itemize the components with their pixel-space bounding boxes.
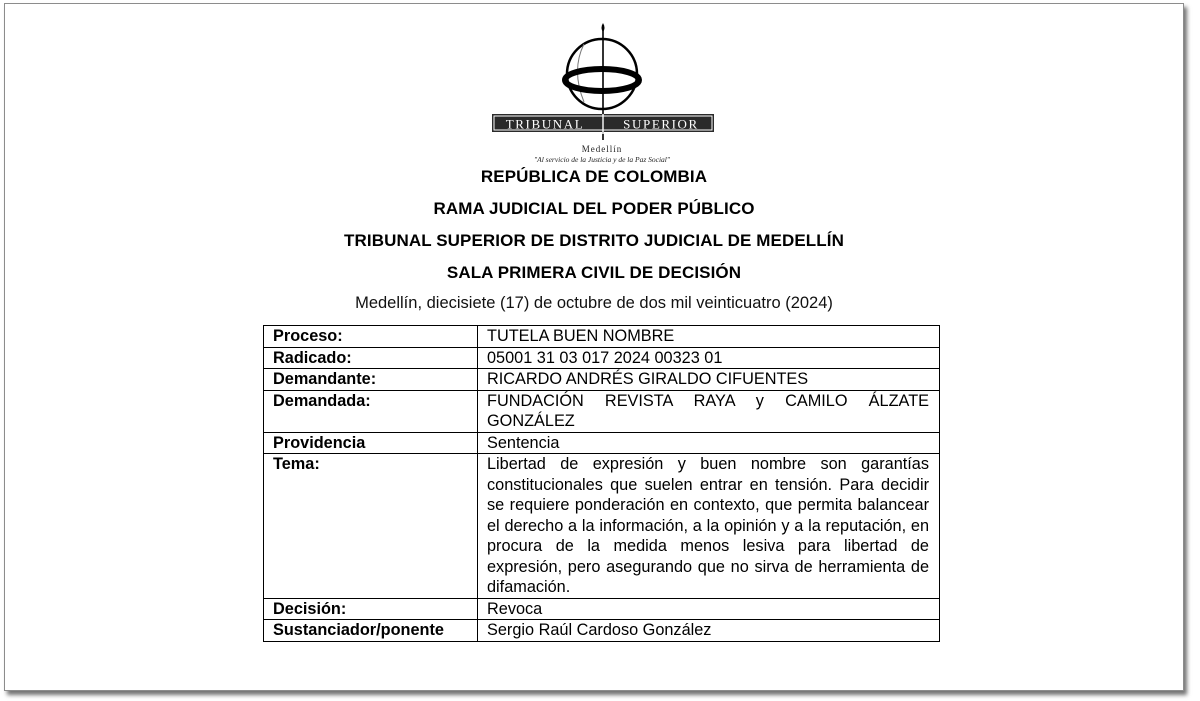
row-value: 05001 31 03 017 2024 00323 01 (478, 347, 940, 369)
tribunal-emblem-icon (485, 20, 725, 170)
row-value: RICARDO ANDRÉS GIRALDO CIFUENTES (478, 369, 940, 391)
table-row (264, 454, 940, 599)
row-label: Tema: (264, 454, 478, 599)
document-page (4, 3, 1184, 691)
logo-word-left: TRIBUNAL (505, 116, 585, 132)
heading-rama-judicial: RAMA JUDICIAL DEL PODER PÚBLICO (433, 199, 755, 218)
row-label: Proceso: (264, 326, 478, 348)
row-label: Providencia (264, 432, 478, 454)
logo-motto: "Al servicio de la Justicia y de la Paz Social" (533, 155, 671, 164)
logo-word-right: SUPERIOR (623, 116, 699, 132)
heading-tribunal: TRIBUNAL SUPERIOR DE DISTRITO JUDICIAL DE MEDELLÍN (344, 231, 844, 250)
table-row (264, 432, 940, 454)
row-label: Demandante: (264, 369, 478, 391)
table-row (264, 598, 940, 620)
row-value: TUTELA BUEN NOMBRE (478, 326, 940, 348)
row-label: Sustanciador/ponente (264, 620, 478, 642)
table-row (264, 390, 940, 432)
row-value: Revoca (478, 598, 940, 620)
row-label: Radicado: (264, 347, 478, 369)
table-row (264, 347, 940, 369)
row-label: Demandada: (264, 390, 478, 432)
case-info-table (263, 325, 940, 642)
logo-city: Medellín (581, 144, 623, 154)
row-value: Sergio Raúl Cardoso González (478, 620, 940, 642)
heading-republica: REPÚBLICA DE COLOMBIA (480, 167, 708, 186)
table-row (264, 326, 940, 348)
table-row (264, 369, 940, 391)
dateline: Medellín, diecisiete (17) de octubre de dos mil veinticuatro (2024) (355, 294, 833, 312)
row-value: Sentencia (478, 432, 940, 454)
tribunal-logo (485, 20, 725, 170)
row-label: Decisión: (264, 598, 478, 620)
table-row (264, 620, 940, 642)
row-value: FUNDACIÓN REVISTA RAYA y CAMILO ÁLZATE GONZÁLEZ (478, 390, 940, 432)
heading-sala: SALA PRIMERA CIVIL DE DECISIÓN (446, 263, 742, 282)
row-value: Libertad de expresión y buen nombre son garantías constitucionales que suelen entrar en tensión. Para decidir se requiere ponderación en contexto, que permita balancear el derecho a la información, a la opinión y a la reputación, en procura de la medida menos lesiva para libertad de expresión, pero asegurando que no sirva de herramienta de difamación. (478, 454, 940, 599)
